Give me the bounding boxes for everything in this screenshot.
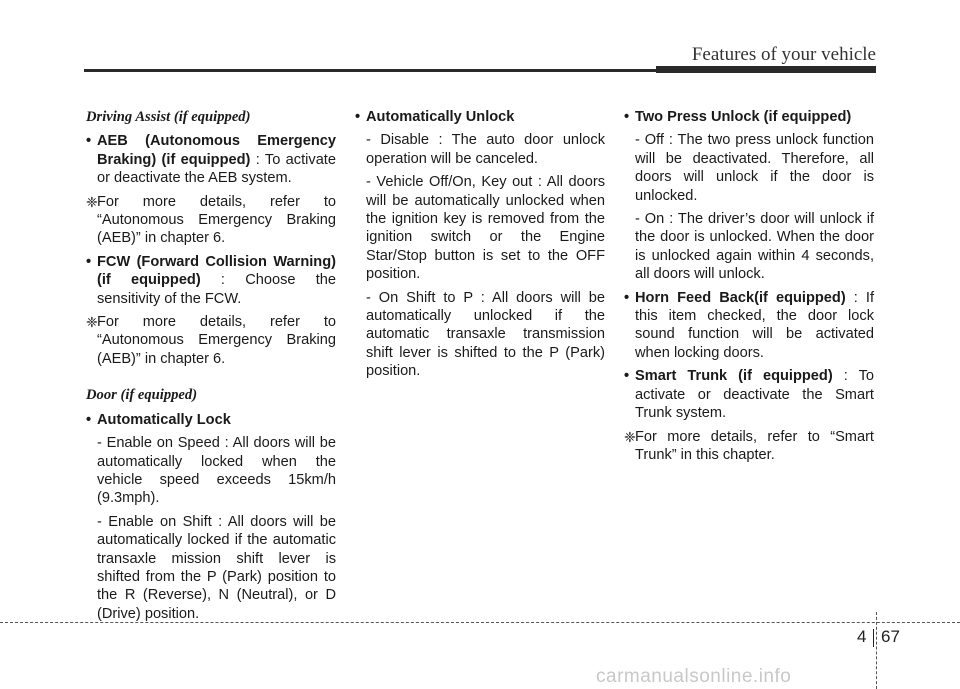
footer-divider [876,612,877,689]
item-title: Smart Trunk (if equipped) [635,368,833,385]
item-text: : To activate or deactivate the Smart Trunk system. [635,368,874,422]
bullet-icon: • [624,109,630,125]
item-title: Horn Feed Back(if equipped) [635,289,846,306]
option-item: - Off : The two press unlock function will be deactivated. Therefore, all doors will unlock if the door is unlocked. [635,132,874,204]
item-title: Automatically Lock [97,411,231,428]
bullet-icon: • [624,289,630,306]
list-item-auto-lock [86,411,336,429]
column-2 [355,108,605,386]
bullet-icon: • [86,411,92,428]
list-item-horn-feedback [624,289,874,363]
note-icon: ❈ [86,314,98,331]
note-item [86,313,336,368]
option-item: - Vehicle Off/On, Key out : All doors will be automatically unlocked when the ignition key is removed from the ignition switch or the Engine Star/Stop button is set to the OFF position. [366,174,605,283]
note-text: For more details, refer to “Autonomous Emergency Braking (AEB)” in chapter 6. [97,193,336,247]
column-1 [86,108,336,628]
footer-rule [0,622,960,623]
item-title: Automatically Unlock [366,109,515,125]
bullet-icon: • [624,368,630,385]
note-item [86,193,336,248]
note-icon: ❈ [86,193,98,210]
item-title: FCW (Forward Collision Warning) (if equipped) [97,253,336,289]
chapter-number: 4 [857,627,867,646]
option-item: - On Shift to P : All doors will be automatically unlocked if the automatic transaxle transmission shift lever is shifted to the P (Park) position. [366,289,605,380]
watermark: carmanualsonline.info [596,666,792,687]
section-heading-driving-assist: Driving Assist (if equipped) [86,109,251,125]
item-text: : Choose the sensitivity of the FCW. [97,272,336,307]
page-number: 67 [881,627,900,646]
list-item-fcw [86,253,336,308]
option-item: - Enable on Shift : All doors will be automatically locked if the automatic transaxle mission shift lever is shifted from the P (Park) position to the R (Reverse), N (Neutral), or D (Drive) position. [97,513,336,622]
note-item [624,428,874,465]
item-text: : To activate or deactivate the AEB system. [97,151,336,187]
item-title: AEB (Autonomous Emergency Braking) (if equipped) [97,133,336,168]
item-title: Two Press Unlock (if equipped) [635,109,852,125]
option-item: - On : The driver’s door will unlock if the door is unlocked. When the door is unlocked again within 4 seconds, all doors will unlock. [635,211,874,283]
header-rule-accent [656,66,876,73]
list-item-two-press-unlock [624,108,874,126]
header-title: Features of your vehicle [691,44,876,65]
item-text: : If this item checked, the door lock sound function will be activated when locking doors. [635,289,875,361]
bullet-icon: • [86,133,92,150]
list-item-aeb [86,132,336,187]
list-item-smart-trunk [624,367,874,422]
page-number-separator [873,629,874,647]
option-item: - Enable on Speed : All doors will be automatically locked when the vehicle speed exceeds 15km/h (9.3mph). [97,435,336,507]
note-text: For more details, refer to “Smart Trunk” in this chapter. [635,428,874,463]
note-icon: ❈ [624,428,636,445]
bullet-icon: • [355,109,361,125]
section-heading-door: Door (if equipped) [86,387,198,404]
option-item: - Disable : The auto door unlock operation will be canceled. [366,132,605,167]
list-item-auto-unlock [355,108,605,126]
column-3 [624,108,874,469]
bullet-icon: • [86,253,92,270]
note-text: For more details, refer to “Autonomous Emergency Braking (AEB)” in chapter 6. [97,314,336,367]
